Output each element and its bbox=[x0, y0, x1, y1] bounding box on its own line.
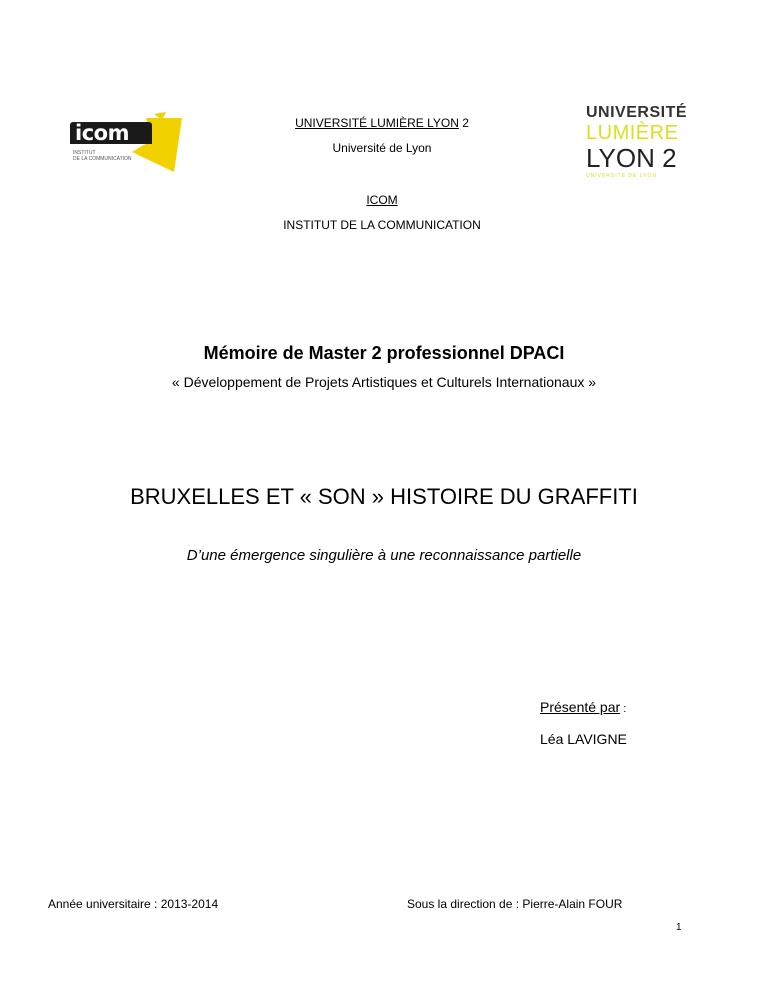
presenter-label-text: Présenté par bbox=[540, 699, 621, 715]
icom-wordmark: icom bbox=[70, 122, 152, 144]
thesis-title: BRUXELLES ET « SON » HISTOIRE DU GRAFFITI bbox=[130, 484, 638, 509]
icom-logo bbox=[70, 112, 186, 172]
school-abbr bbox=[232, 193, 532, 207]
lyon2-logo-line2: LUMIÈRE bbox=[586, 122, 679, 144]
thesis-subtitle: D’une émergence singulière à une reconnaissance partielle bbox=[186, 547, 582, 564]
presenter-name: Léa LAVIGNE bbox=[540, 731, 627, 747]
lyon2-logo-line1: UNIVERSITÉ bbox=[586, 104, 688, 121]
icom-subtitle-line2: DE LA COMMUNICATION bbox=[73, 156, 132, 162]
lyon2-logo bbox=[586, 104, 696, 188]
school-abbr-text: ICOM bbox=[366, 193, 398, 207]
icom-subtitle bbox=[73, 150, 132, 162]
icom-subtitle-line1: INSTITUT bbox=[73, 150, 96, 156]
university-name-text: UNIVERSITÉ LUMIÈRE LYON bbox=[295, 116, 459, 130]
academic-year: Année universitaire : 2013-2014 bbox=[48, 897, 219, 911]
lyon2-logo-line4: UNIVERSITÉ DE LYON bbox=[586, 173, 657, 179]
university-group: Université de Lyon bbox=[332, 141, 432, 155]
university-name bbox=[232, 116, 532, 130]
lyon2-logo-line3: LYON 2 bbox=[586, 143, 677, 173]
university-number: 2 bbox=[462, 116, 469, 130]
page-number: 1 bbox=[676, 922, 682, 933]
degree-title: Mémoire de Master 2 professionnel DPACI bbox=[203, 343, 565, 363]
school-name: INSTITUT DE LA COMMUNICATION bbox=[283, 218, 481, 232]
program-name: « Développement de Projets Artistiques et Culturels Internationaux » bbox=[171, 374, 597, 390]
presenter-label bbox=[540, 699, 626, 715]
presenter-label-colon: : bbox=[620, 703, 627, 715]
supervisor: Sous la direction de : Pierre-Alain FOUR bbox=[407, 897, 623, 911]
